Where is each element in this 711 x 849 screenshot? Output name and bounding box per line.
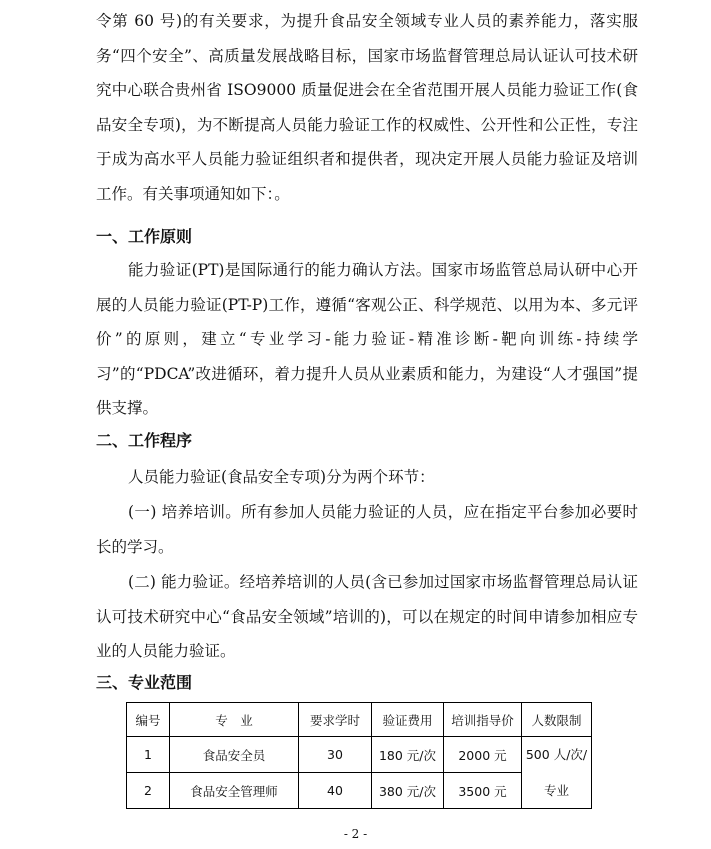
section-heading-scope: 三、专业范围 xyxy=(96,673,193,692)
procedure-paragraph-1: 人员能力验证(食品安全专项)分为两个环节： xyxy=(128,468,435,486)
intro-paragraph: 令第 60 号)的有关要求，为提升食品安全领域专业人员的素养能力，落实服务“四个安全”、高质量发展战略目标，国家市场监督管理总局认证认可技术研究中心联合贵州省 ISO9000 质量促进会在全省范围开展人员能力验证工作(食品安全专项)，为不断提高人员能力验证工作的权威性、公开性和公正性，专注于成为高水平人员能力验证组织者和提供者，现决定开展人员能力验证及培训工作。有关事项通知如下：。 xyxy=(96,12,638,203)
header-number: 编号 xyxy=(127,703,170,737)
table-header-row xyxy=(127,703,592,737)
row1-training-price: 2000 元 xyxy=(444,737,522,773)
header-major: 专 业 xyxy=(170,703,299,737)
header-verification-fee: 验证费用 xyxy=(372,703,444,737)
header-participant-limit: 人数限制 xyxy=(522,703,592,737)
row2-training-price: 3500 元 xyxy=(444,773,522,809)
row1-number: 1 xyxy=(127,737,170,773)
row2-number: 2 xyxy=(127,773,170,809)
procedure-paragraph-2: (一) 培养培训。所有参加人员能力验证的人员，应在指定平台参加必要时长的学习。 xyxy=(96,503,638,556)
row2-fee: 380 元/次 xyxy=(372,773,444,809)
row1-hours: 30 xyxy=(299,737,372,773)
header-training-price: 培训指导价 xyxy=(444,703,522,737)
section-heading-procedure: 二、工作程序 xyxy=(96,431,193,450)
header-required-hours: 要求学时 xyxy=(299,703,372,737)
participant-limit-line1: 500 人/次/ xyxy=(525,746,588,762)
procedure-paragraph-3: (二) 能力验证。经培养培训的人员(含已参加过国家市场监督管理总局认证认可技术研究中心“食品安全领域”培训的)，可以在规定的时间申请参加相应专业的人员能力验证。 xyxy=(96,573,638,661)
participant-limit-line2: 专业 xyxy=(543,782,569,798)
row2-hours: 40 xyxy=(299,773,372,809)
section-heading-principles: 一、工作原则 xyxy=(96,227,193,246)
page-number: - 2 - xyxy=(343,827,368,841)
row1-major: 食品安全员 xyxy=(170,737,299,773)
scope-table xyxy=(126,702,592,809)
row1-fee: 180 元/次 xyxy=(372,737,444,773)
principles-paragraph: 能力验证(PT)是国际通行的能力确认方法。国家市场监管总局认研中心开展的人员能力验证(PT-P)工作，遵循“客观公正、科学规范、以用为本、多元评价”的原则，建立“专业学习-能力验证-精准诊断-靶向训练-持续学习”的“PDCA”改进循环，着力提升人员从业素质和能力，为建设“人才强国”提供支撑。 xyxy=(96,261,638,418)
table-row xyxy=(127,737,592,773)
participant-limit-cell xyxy=(522,737,592,809)
row2-major: 食品安全管理师 xyxy=(170,773,299,809)
